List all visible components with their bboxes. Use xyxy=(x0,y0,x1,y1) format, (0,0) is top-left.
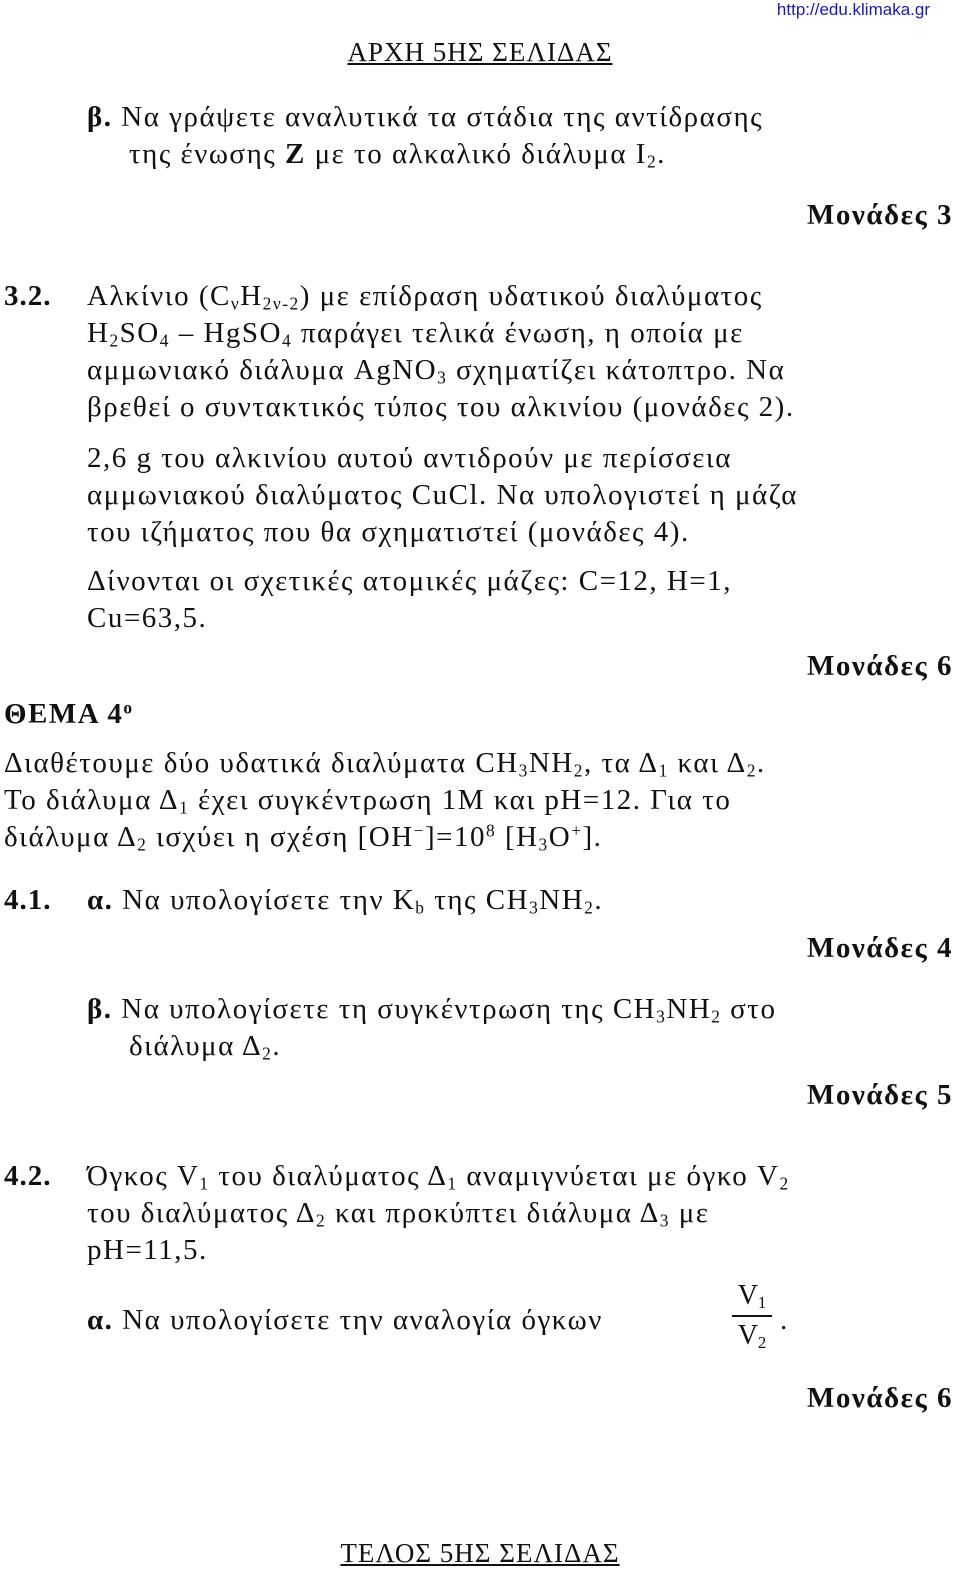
question-4-1-b: β. Να υπολογίσετε τη συγκέντρωση της $CH_3NH_2$ στο διάλυμα $\Delta_2$. xyxy=(87,993,777,1064)
fraction-bar xyxy=(732,1315,772,1317)
question-text: Να γράψετε αναλυτικά τα στάδια της αντίδρασης xyxy=(121,101,764,133)
marks-label: Μονάδες 3 xyxy=(807,199,953,231)
marks-label: Μονάδες 4 xyxy=(807,932,953,964)
theme-4-intro: Διαθέτουμε δύο υδατικά διαλύματα $CH_3NH_2$, τα $\Delta_1$ και $\Delta_2$. Το διάλυμα $\Delta_1$ έχει συγκέντρωση 1M και pH=12. Για το διάλυμα $\Delta_2$ ισχύει η σχέση $[OH^-]=10^8$ $[H_3O^+]$. xyxy=(4,747,766,855)
theme-title: ΘΕΜΑ $4^o$ xyxy=(4,697,134,730)
page-footer: ΤΕΛΟΣ 5ΗΣ ΣΕΛΙΔΑΣ xyxy=(340,1538,620,1568)
question-text: με το αλκαλικό διάλυμα I xyxy=(305,138,647,170)
question-number: 4.2. xyxy=(4,1160,52,1192)
fraction-period: . xyxy=(780,1304,788,1336)
question-number: 4.1. xyxy=(4,884,52,916)
question-3-1-b xyxy=(87,99,953,173)
question-4-2-a: α. Να υπολογίσετε την αναλογία όγκων xyxy=(87,1304,603,1336)
question-3-2-paragraph-2: 2,6 g του αλκινίου αυτού αντιδρούν με περίσσεια αμμωνιακού διαλύματος CuCl. Να υπολογιστεί η μάζα του ιζήματος που θα σχηματιστεί (μονάδες 4). xyxy=(87,442,798,548)
question-3-2-paragraph-1: Αλκίνιο $(C_\nu H_{2\nu-2})$ με επίδραση υδατικού διαλύματος $H_2SO_4$ – HgSO$_4$ παράγει τελικά ένωση, η οποία με αμμωνιακό διάλυμα AgNO$_3$ σχηματίζει κάτοπτρο. Να βρεθεί ο συντακτικός τύπος του αλκινίου (μονάδες 2). xyxy=(87,280,795,423)
marks-label: Μονάδες 6 xyxy=(807,650,953,682)
marks-label: Μονάδες 6 xyxy=(807,1382,953,1414)
question-4-2-paragraph: Όγκος $V_1$ του διαλύματος $\Delta_1$ αναμιγνύεται με όγκο $V_2$ του διαλύματος $\Delta_2$ και προκύπτει διάλυμα $\Delta_3$ με pH=11,5. xyxy=(87,1160,790,1266)
question-4-1-a: α. Να υπολογίσετε την $K_b$ της $CH_3NH_2$. xyxy=(87,884,604,918)
subscript: 2 xyxy=(646,151,658,172)
marks-label: Μονάδες 5 xyxy=(807,1079,953,1111)
question-3-2-paragraph-3: Δίνονται οι σχετικές ατομικές μάζες: C=12, H=1, Cu=63,5. xyxy=(87,565,732,634)
question-text: . xyxy=(657,138,666,170)
page-header: ΑΡΧΗ 5ΗΣ ΣΕΛΙΔΑΣ xyxy=(347,37,613,67)
item-label: β. xyxy=(87,101,113,133)
compound-z: Z xyxy=(284,138,306,170)
question-text: της ένωσης xyxy=(129,138,285,170)
volume-ratio-fraction: $V_1$ $V_2$ xyxy=(732,1279,772,1353)
source-url-link[interactable]: http://edu.klimaka.gr xyxy=(776,0,930,19)
question-number: 3.2. xyxy=(4,280,52,312)
